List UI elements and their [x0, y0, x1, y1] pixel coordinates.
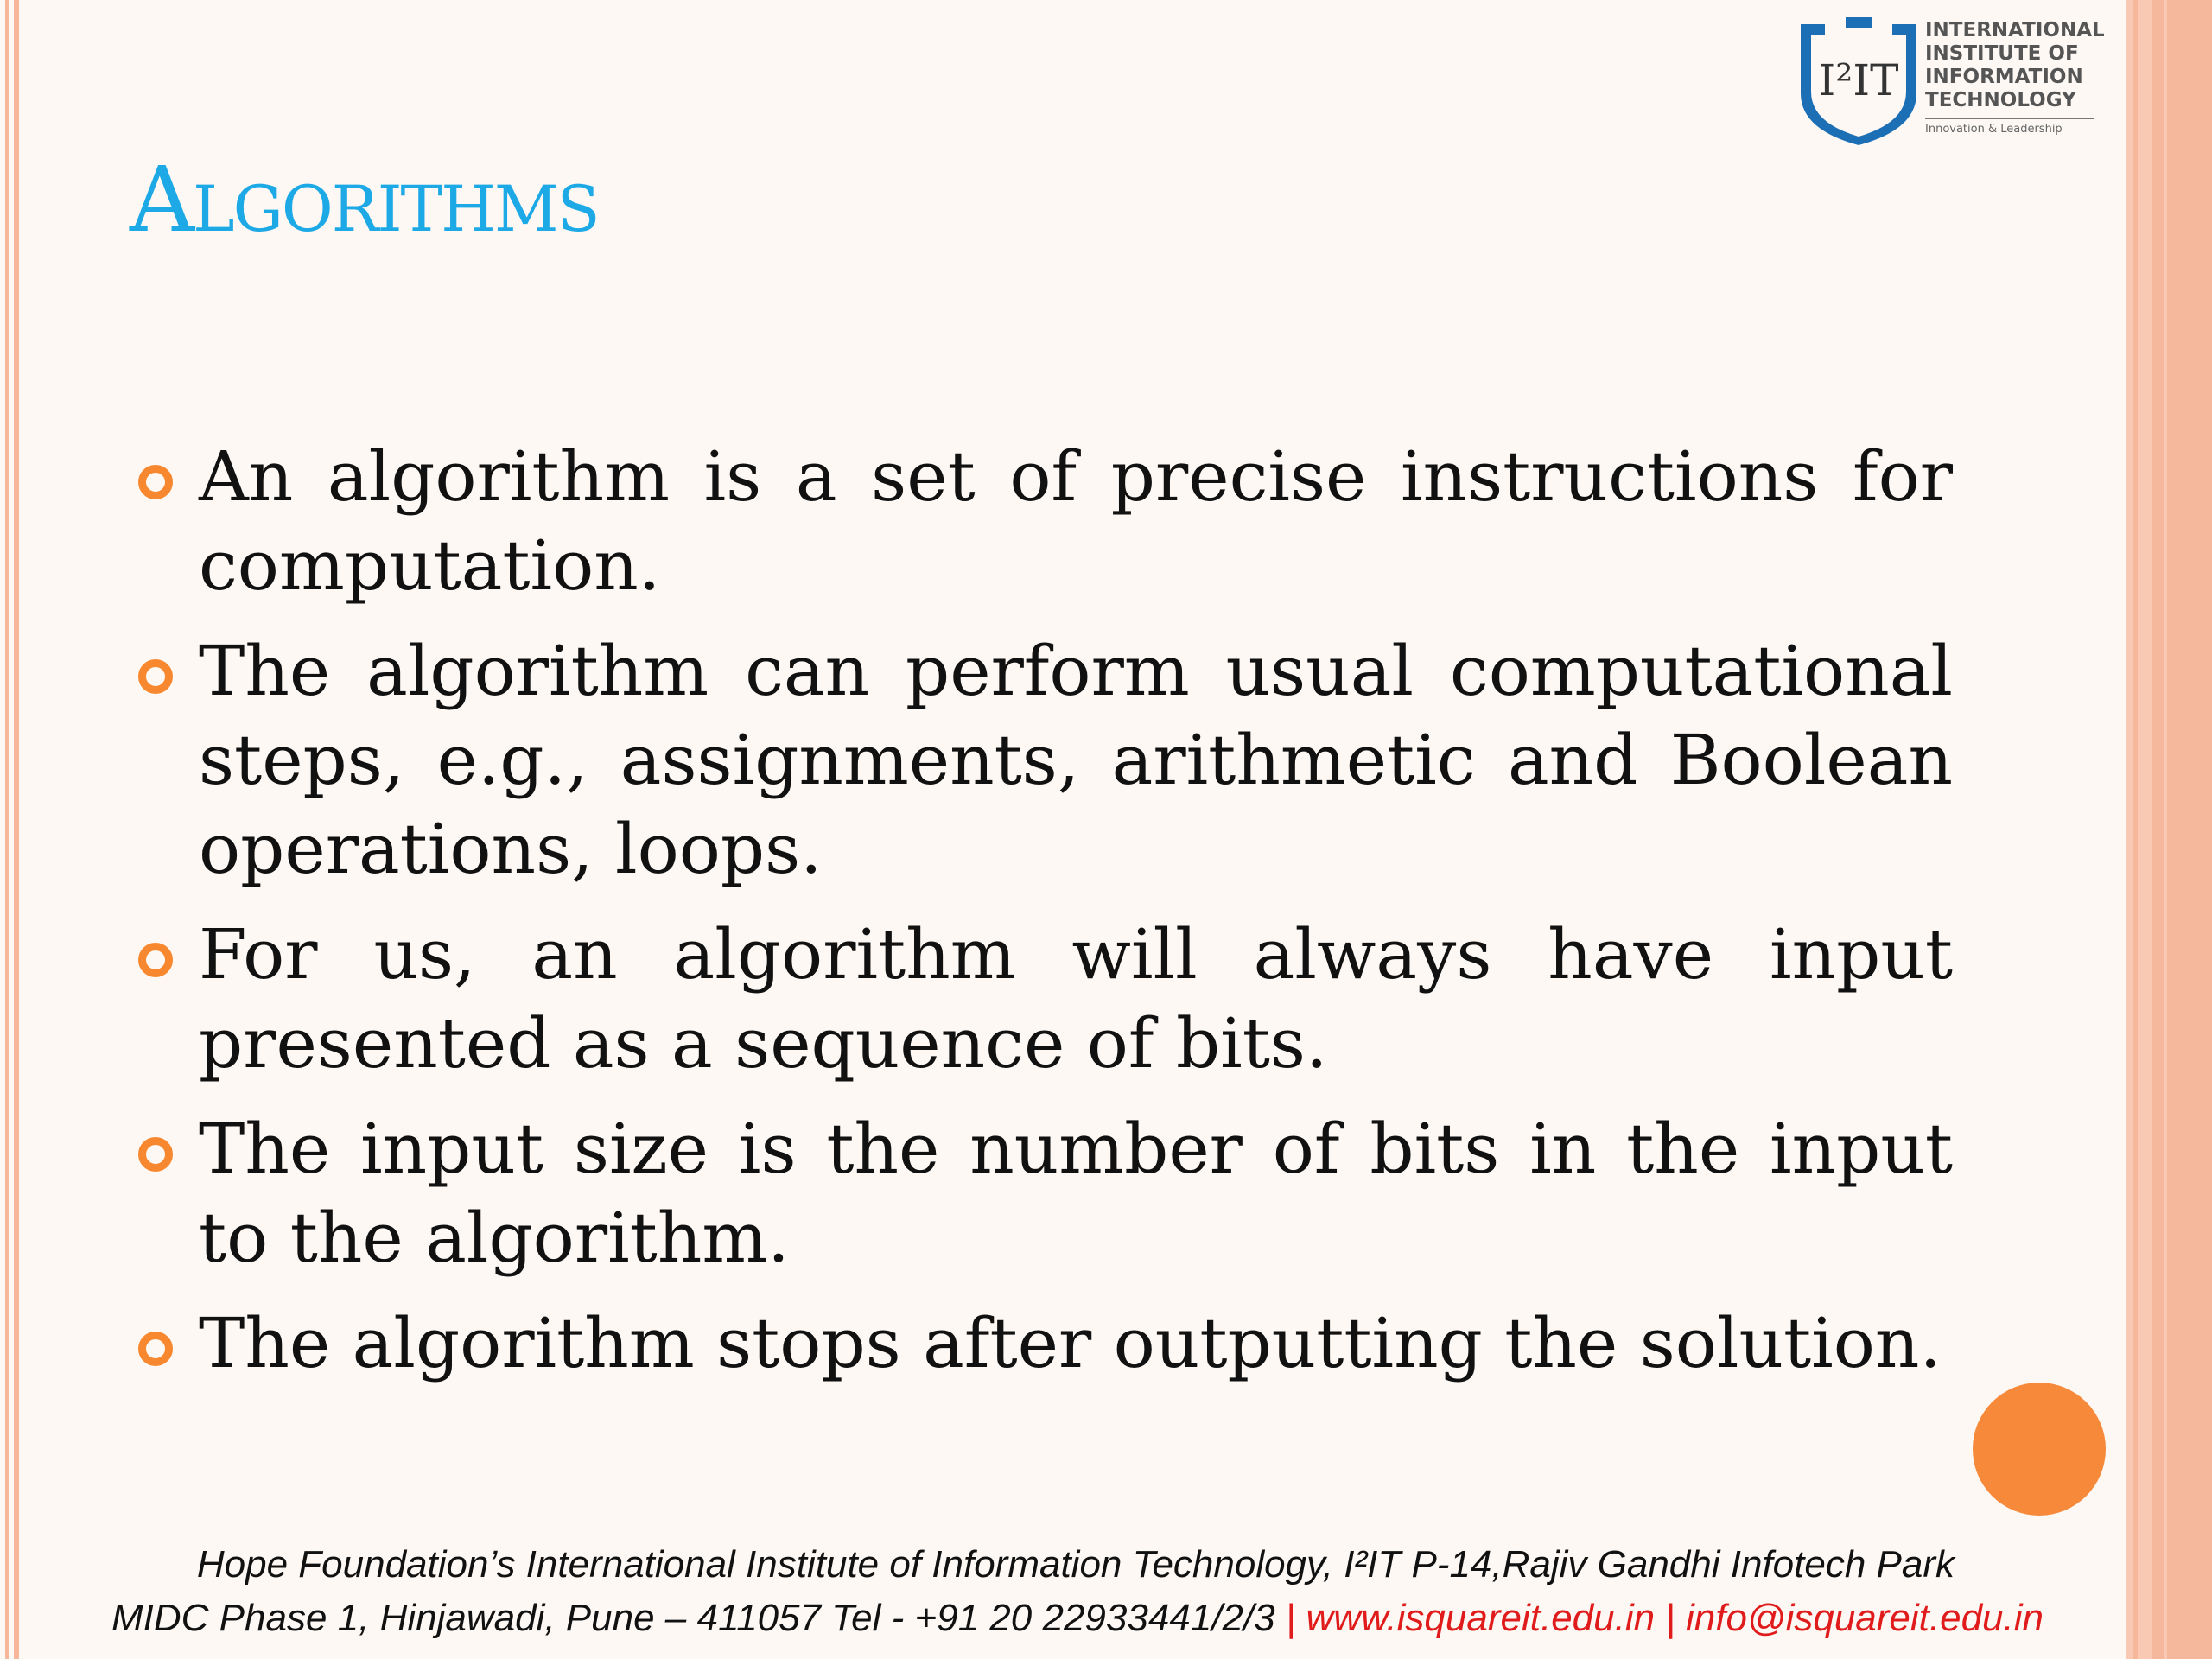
logo-line: TECHNOLOGY — [1925, 89, 2076, 111]
bullet-text: The input size is the number of bits in the input to the algorithm. — [199, 1109, 1953, 1278]
bullet-item — [130, 910, 1953, 1088]
bullet-item — [130, 626, 1953, 893]
institute-logo — [1794, 16, 2105, 145]
bullet-item — [130, 1104, 1953, 1282]
footer — [104, 1538, 2056, 1645]
footer-address-line1: Hope Foundation’s International Institute of Information Technology, I²IT P-14,Rajiv Gandhi Infotech Park — [196, 1543, 1955, 1586]
bullet-icon — [138, 1137, 173, 1172]
logo-line: INSTITUTE OF — [1925, 42, 2079, 65]
logo-line: INTERNATIONAL — [1925, 19, 2105, 41]
bullet-icon — [138, 659, 173, 694]
bullet-item — [130, 432, 1953, 610]
bullet-icon — [138, 465, 173, 499]
right-frame-border — [2126, 0, 2212, 1659]
logo-tagline: Innovation & Leadership — [1925, 118, 2094, 136]
footer-separator: | — [1274, 1597, 1306, 1639]
bullet-icon — [138, 1332, 173, 1366]
slide-title: Algorithms — [130, 147, 599, 252]
bullet-item — [130, 1299, 1953, 1388]
bullet-text: An algorithm is a set of precise instructions for computation. — [199, 436, 1953, 606]
bullet-text: The algorithm stops after outputting the solution. — [199, 1303, 1942, 1383]
bullet-icon — [138, 943, 173, 977]
footer-contact: MIDC Phase 1, Hinjawadi, Pune – 411057 Tel - +91 20 22933441/2/3 — [111, 1597, 1275, 1639]
logo-wordmark — [1925, 19, 2107, 112]
decorative-circle — [1973, 1382, 2106, 1516]
bullet-text: For us, an algorithm will always have input presented as a sequence of bits. — [199, 914, 1953, 1084]
footer-separator: | — [1655, 1597, 1686, 1639]
bullet-list — [130, 432, 1953, 1404]
bullet-text: The algorithm can perform usual computational steps, e.g., assignments, arithmetic and Boolean operations, loops. — [199, 631, 1953, 889]
footer-address-line2 — [104, 1592, 2056, 1645]
footer-email-link[interactable]: info@isquareit.edu.in — [1685, 1597, 2044, 1639]
logo-line: INFORMATION — [1925, 66, 2083, 88]
left-frame-border — [0, 0, 19, 1659]
footer-website-link[interactable]: www.isquareit.edu.in — [1306, 1597, 1656, 1639]
i2it-logo-icon — [1794, 16, 1923, 145]
logo-mark: I²IT — [1818, 55, 1899, 105]
